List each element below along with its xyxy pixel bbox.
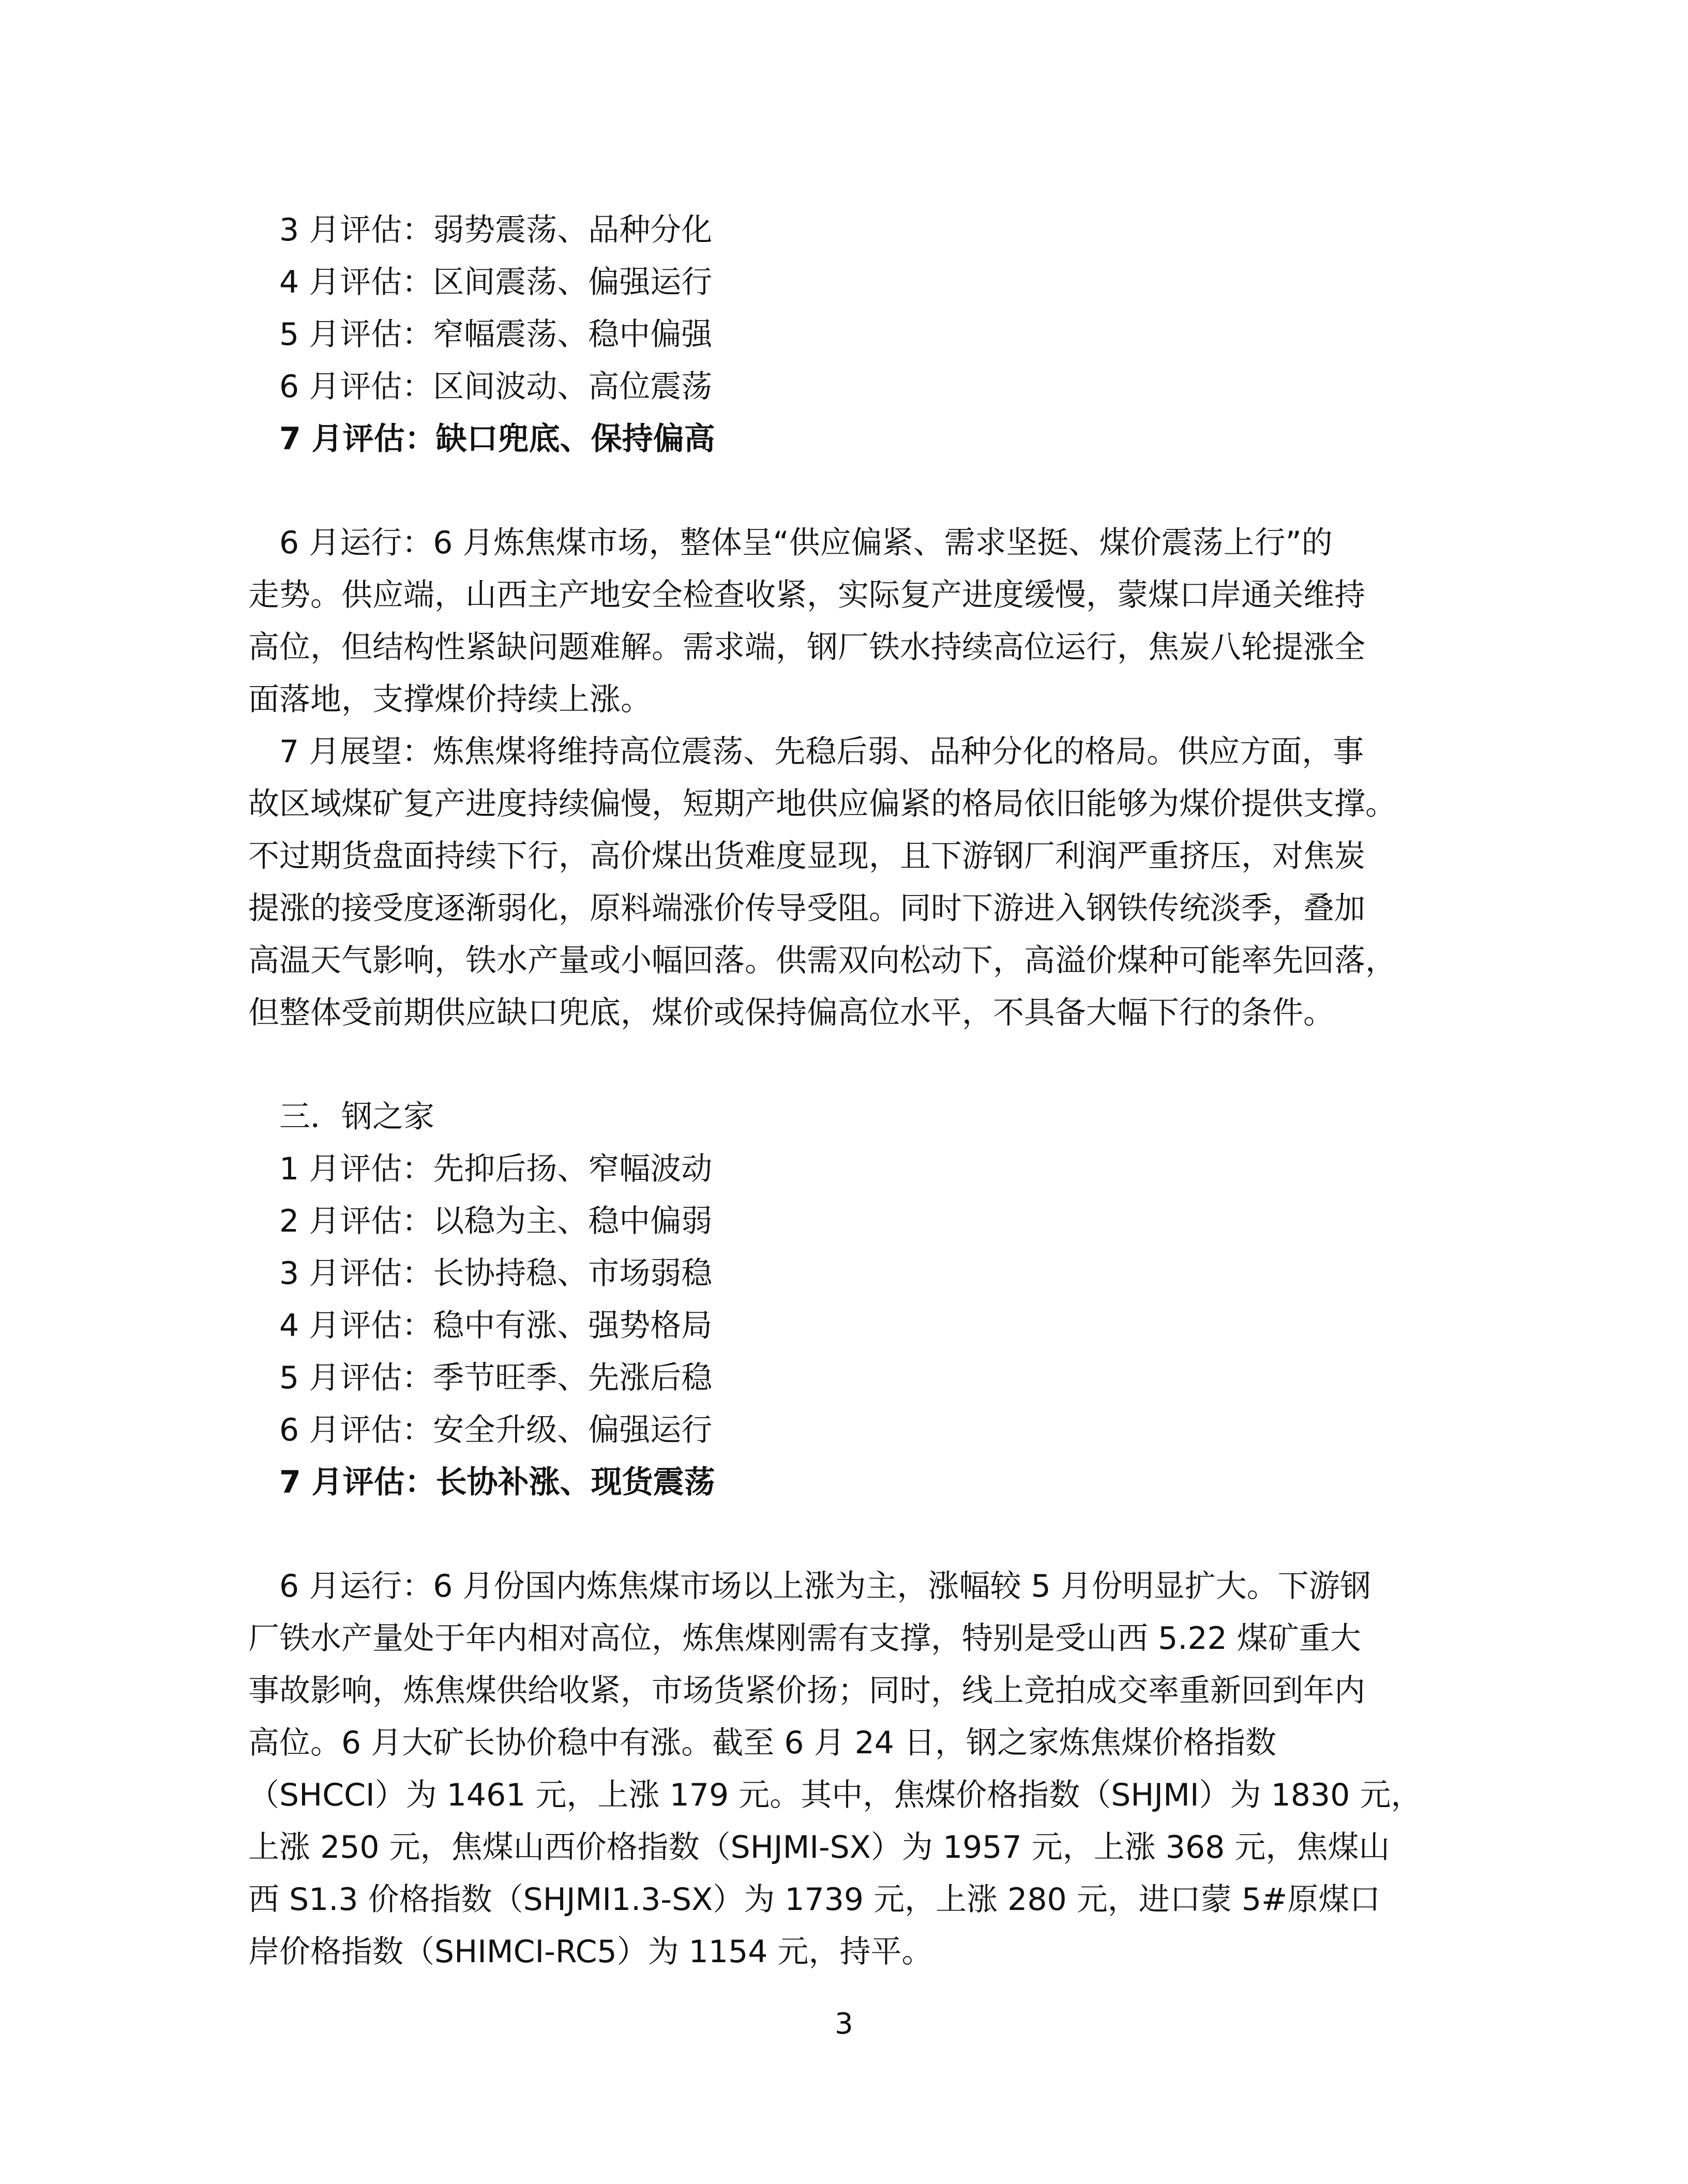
paragraph-line: 高位，但结构性紧缺问题难解。需求端，钢厂铁水持续高位运行，焦炭八轮提涨全	[248, 629, 1365, 665]
paragraph-line: 但整体受前期供应缺口兜底，煤价或保持偏高位水平，不具备大幅下行的条件。	[248, 995, 1334, 1031]
assessment-february: 2 月评估：以稳为主、稳中偏弱	[279, 1203, 713, 1239]
paragraph-line: 6 月运行：6 月炼焦煤市场，整体呈“供应偏紧、需求坚挺、煤价震荡上行”的	[279, 525, 1333, 561]
assessment-march: 3 月评估：弱势震荡、品种分化	[279, 212, 713, 248]
assessment-april: 4 月评估：区间震荡、偏强运行	[279, 264, 713, 300]
paragraph-line: 高位。6 月大矿长协价稳中有涨。截至 6 月 24 日，钢之家炼焦煤价格指数	[248, 1725, 1277, 1761]
coking-july-outlook-paragraph	[248, 726, 1453, 1039]
paragraph-line: 厂铁水产量处于年内相对高位，炼焦煤刚需有支撑，特别是受山西 5.22 煤矿重大	[248, 1620, 1361, 1657]
paragraph-line: 7 月展望：炼焦煤将维持高位震荡、先稳后弱、品种分化的格局。供应方面，事	[279, 734, 1364, 770]
page-number: 3	[835, 2007, 853, 2041]
assessment-march: 3 月评估：长协持稳、市场弱稳	[279, 1255, 713, 1292]
document-page	[248, 204, 1453, 1978]
assessment-june: 6 月评估：安全升级、偏强运行	[279, 1412, 713, 1448]
spacer	[248, 1039, 1453, 1091]
section-heading-steelhome: 三．钢之家	[279, 1099, 434, 1135]
paragraph-line: 高温天气影响，铁水产量或小幅回落。供需双向松动下，高溢价煤种可能率先回落，	[248, 943, 1396, 979]
spacer	[248, 465, 1453, 517]
paragraph-line: 不过期货盘面持续下行，高价煤出货难度显现，且下游钢厂利润严重挤压，对焦炭	[248, 838, 1365, 874]
paragraph-line: 故区域煤矿复产进度持续偏慢，短期产地供应偏紧的格局依旧能够为煤价提供支撑。	[248, 786, 1396, 822]
assessment-may: 5 月评估：窄幅震荡、稳中偏强	[279, 316, 713, 353]
paragraph-line: 上涨 250 元，焦煤山西价格指数（SHJMI-SX）为 1957 元，上涨 368 元，焦煤山	[248, 1829, 1390, 1866]
paragraph-line: 岸价格指数（SHIMCI-RC5）为 1154 元，持平。	[248, 1934, 933, 1970]
assessment-july: 7 月评估：长协补涨、现货震荡	[279, 1464, 715, 1500]
steelhome-assessment-list	[248, 1143, 1453, 1509]
paragraph-line: （SHCCI）为 1461 元，上涨 179 元。其中，焦煤价格指数（SHJMI）为 1830 元，	[248, 1777, 1422, 1813]
paragraph-line: 走势。供应端，山西主产地安全检查收紧，实际复产进度缓慢，蒙煤口岸通关维持	[248, 577, 1365, 613]
coking-assessment-list	[248, 204, 1453, 465]
paragraph-line: 提涨的接受度逐渐弱化，原料端涨价传导受阻。同时下游进入钢铁传统淡季，叠加	[248, 890, 1365, 927]
paragraph-line: 事故影响，炼焦煤供给收紧，市场货紧价扬；同时，线上竞拍成交率重新回到年内	[248, 1673, 1365, 1709]
assessment-april: 4 月评估：稳中有涨、强势格局	[279, 1308, 713, 1344]
assessment-january: 1 月评估：先抑后扬、窄幅波动	[279, 1151, 713, 1187]
assessment-july: 7 月评估：缺口兜底、保持偏高	[279, 421, 715, 457]
paragraph-line: 面落地，支撑煤价持续上涨。	[248, 681, 652, 718]
assessment-june: 6 月评估：区间波动、高位震荡	[279, 369, 713, 405]
paragraph-line: 西 S1.3 价格指数（SHJMI1.3-SX）为 1739 元，上涨 280 元，进口蒙 5#原煤口	[248, 1882, 1381, 1918]
steelhome-june-operation-paragraph	[248, 1560, 1453, 1978]
paragraph-line: 6 月运行：6 月份国内炼焦煤市场以上涨为主，涨幅较 5 月份明显扩大。下游钢	[279, 1568, 1371, 1604]
coking-june-operation-paragraph	[248, 517, 1453, 726]
assessment-may: 5 月评估：季节旺季、先涨后稳	[279, 1360, 713, 1396]
spacer	[248, 1509, 1453, 1560]
